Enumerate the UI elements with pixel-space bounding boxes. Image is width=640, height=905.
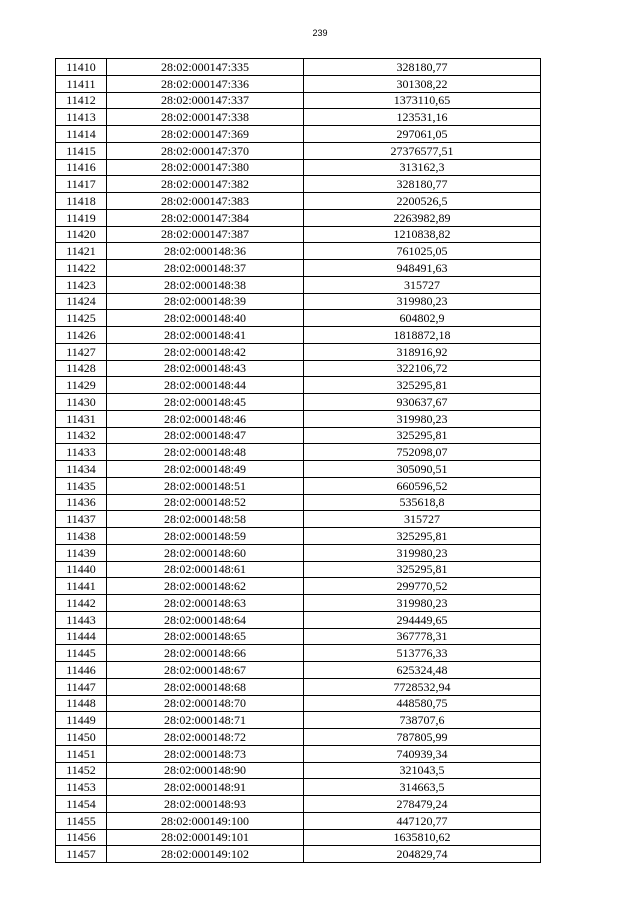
cadastral-number-cell: 28:02:000147:384 <box>107 209 304 226</box>
row-number-cell: 11416 <box>56 159 107 176</box>
value-cell: 297061,05 <box>304 126 541 143</box>
row-number-cell: 11412 <box>56 92 107 109</box>
value-cell: 315727 <box>304 511 541 528</box>
row-number-cell: 11444 <box>56 628 107 645</box>
value-cell: 318916,92 <box>304 343 541 360</box>
row-number-cell: 11454 <box>56 796 107 813</box>
row-number-cell: 11439 <box>56 544 107 561</box>
value-cell: 314663,5 <box>304 779 541 796</box>
table-row <box>56 511 541 528</box>
row-number-cell: 11446 <box>56 662 107 679</box>
table-row <box>56 109 541 126</box>
table-row <box>56 343 541 360</box>
value-cell: 930637,67 <box>304 394 541 411</box>
table-row <box>56 293 541 310</box>
value-cell: 123531,16 <box>304 109 541 126</box>
cadastral-number-cell: 28:02:000147:387 <box>107 226 304 243</box>
cadastral-number-cell: 28:02:000148:52 <box>107 494 304 511</box>
row-number-cell: 11420 <box>56 226 107 243</box>
table-row <box>56 745 541 762</box>
value-cell: 321043,5 <box>304 762 541 779</box>
row-number-cell: 11425 <box>56 310 107 327</box>
cadastral-number-cell: 28:02:000148:63 <box>107 595 304 612</box>
value-cell: 1373110,65 <box>304 92 541 109</box>
value-cell: 948491,63 <box>304 260 541 277</box>
row-number-cell: 11442 <box>56 595 107 612</box>
table-row <box>56 812 541 829</box>
value-cell: 319980,23 <box>304 293 541 310</box>
value-cell: 625324,48 <box>304 662 541 679</box>
row-number-cell: 11430 <box>56 394 107 411</box>
row-number-cell: 11424 <box>56 293 107 310</box>
table-row <box>56 645 541 662</box>
value-cell: 299770,52 <box>304 578 541 595</box>
row-number-cell: 11445 <box>56 645 107 662</box>
table-row <box>56 142 541 159</box>
table-row <box>56 260 541 277</box>
cadastral-number-cell: 28:02:000148:66 <box>107 645 304 662</box>
table-row <box>56 209 541 226</box>
value-cell: 2263982,89 <box>304 209 541 226</box>
row-number-cell: 11443 <box>56 611 107 628</box>
value-cell: 447120,77 <box>304 812 541 829</box>
table-row <box>56 176 541 193</box>
cadastral-number-cell: 28:02:000148:40 <box>107 310 304 327</box>
cadastral-number-cell: 28:02:000148:62 <box>107 578 304 595</box>
cadastral-number-cell: 28:02:000149:101 <box>107 829 304 846</box>
value-cell: 604802,9 <box>304 310 541 327</box>
table-row <box>56 410 541 427</box>
value-cell: 325295,81 <box>304 528 541 545</box>
row-number-cell: 11447 <box>56 678 107 695</box>
cadastral-number-cell: 28:02:000147:382 <box>107 176 304 193</box>
table-row <box>56 544 541 561</box>
row-number-cell: 11431 <box>56 410 107 427</box>
table-row <box>56 243 541 260</box>
cadastral-number-cell: 28:02:000148:93 <box>107 796 304 813</box>
cadastral-number-cell: 28:02:000149:100 <box>107 812 304 829</box>
cadastral-number-cell: 28:02:000148:45 <box>107 394 304 411</box>
table-row <box>56 377 541 394</box>
cadastral-number-cell: 28:02:000148:42 <box>107 343 304 360</box>
cadastral-number-cell: 28:02:000148:65 <box>107 628 304 645</box>
cadastral-number-cell: 28:02:000148:37 <box>107 260 304 277</box>
cadastral-number-cell: 28:02:000148:72 <box>107 729 304 746</box>
cadastral-number-cell: 28:02:000148:58 <box>107 511 304 528</box>
value-cell: 325295,81 <box>304 377 541 394</box>
table-row <box>56 92 541 109</box>
table-row <box>56 796 541 813</box>
row-number-cell: 11436 <box>56 494 107 511</box>
cadastral-number-cell: 28:02:000148:60 <box>107 544 304 561</box>
cadastral-number-cell: 28:02:000148:61 <box>107 561 304 578</box>
table-row <box>56 276 541 293</box>
row-number-cell: 11453 <box>56 779 107 796</box>
table-row <box>56 226 541 243</box>
value-cell: 325295,81 <box>304 427 541 444</box>
table-row <box>56 427 541 444</box>
cadastral-number-cell: 28:02:000147:337 <box>107 92 304 109</box>
cadastral-number-cell: 28:02:000148:43 <box>107 360 304 377</box>
row-number-cell: 11449 <box>56 712 107 729</box>
row-number-cell: 11451 <box>56 745 107 762</box>
cadastral-number-cell: 28:02:000147:380 <box>107 159 304 176</box>
value-cell: 315727 <box>304 276 541 293</box>
row-number-cell: 11435 <box>56 477 107 494</box>
table-row <box>56 678 541 695</box>
value-cell: 367778,31 <box>304 628 541 645</box>
cadastral-number-cell: 28:02:000148:48 <box>107 444 304 461</box>
cadastral-number-cell: 28:02:000147:383 <box>107 193 304 210</box>
value-cell: 319980,23 <box>304 544 541 561</box>
table-row <box>56 75 541 92</box>
value-cell: 448580,75 <box>304 695 541 712</box>
table-row <box>56 846 541 863</box>
value-cell: 305090,51 <box>304 461 541 478</box>
row-number-cell: 11415 <box>56 142 107 159</box>
cadastral-number-cell: 28:02:000147:335 <box>107 59 304 76</box>
row-number-cell: 11456 <box>56 829 107 846</box>
value-cell: 1818872,18 <box>304 327 541 344</box>
table-row <box>56 310 541 327</box>
table-row <box>56 611 541 628</box>
value-cell: 513776,33 <box>304 645 541 662</box>
value-cell: 1635810,62 <box>304 829 541 846</box>
cadastral-number-cell: 28:02:000148:70 <box>107 695 304 712</box>
table-row <box>56 662 541 679</box>
table-row <box>56 126 541 143</box>
table-row <box>56 461 541 478</box>
table-row <box>56 327 541 344</box>
cadastral-number-cell: 28:02:000148:49 <box>107 461 304 478</box>
row-number-cell: 11418 <box>56 193 107 210</box>
value-cell: 660596,52 <box>304 477 541 494</box>
cadastral-number-cell: 28:02:000147:336 <box>107 75 304 92</box>
row-number-cell: 11423 <box>56 276 107 293</box>
cadastral-number-cell: 28:02:000148:71 <box>107 712 304 729</box>
row-number-cell: 11411 <box>56 75 107 92</box>
value-cell: 325295,81 <box>304 561 541 578</box>
value-cell: 761025,05 <box>304 243 541 260</box>
row-number-cell: 11437 <box>56 511 107 528</box>
page-number: 239 <box>312 28 328 38</box>
cadastral-number-cell: 28:02:000148:44 <box>107 377 304 394</box>
cadastral-number-cell: 28:02:000148:47 <box>107 427 304 444</box>
value-cell: 1210838,82 <box>304 226 541 243</box>
cadastral-value-table <box>55 58 541 863</box>
row-number-cell: 11432 <box>56 427 107 444</box>
cadastral-number-cell: 28:02:000148:91 <box>107 779 304 796</box>
table-row <box>56 712 541 729</box>
value-cell: 740939,34 <box>304 745 541 762</box>
cadastral-number-cell: 28:02:000148:41 <box>107 327 304 344</box>
value-cell: 294449,65 <box>304 611 541 628</box>
cadastral-number-cell: 28:02:000148:38 <box>107 276 304 293</box>
cadastral-number-cell: 28:02:000148:39 <box>107 293 304 310</box>
row-number-cell: 11434 <box>56 461 107 478</box>
cadastral-number-cell: 28:02:000148:46 <box>107 410 304 427</box>
table-row <box>56 444 541 461</box>
cadastral-number-cell: 28:02:000148:73 <box>107 745 304 762</box>
value-cell: 322106,72 <box>304 360 541 377</box>
cadastral-number-cell: 28:02:000147:369 <box>107 126 304 143</box>
row-number-cell: 11452 <box>56 762 107 779</box>
value-cell: 535618,8 <box>304 494 541 511</box>
value-cell: 319980,23 <box>304 595 541 612</box>
cadastral-number-cell: 28:02:000148:68 <box>107 678 304 695</box>
table-row <box>56 360 541 377</box>
row-number-cell: 11455 <box>56 812 107 829</box>
table-row <box>56 578 541 595</box>
cadastral-number-cell: 28:02:000147:370 <box>107 142 304 159</box>
cadastral-number-cell: 28:02:000148:51 <box>107 477 304 494</box>
row-number-cell: 11422 <box>56 260 107 277</box>
row-number-cell: 11419 <box>56 209 107 226</box>
table-row <box>56 159 541 176</box>
value-cell: 787805,99 <box>304 729 541 746</box>
value-cell: 313162,3 <box>304 159 541 176</box>
value-cell: 204829,74 <box>304 846 541 863</box>
cadastral-number-cell: 28:02:000148:64 <box>107 611 304 628</box>
value-cell: 278479,24 <box>304 796 541 813</box>
table-row <box>56 494 541 511</box>
value-cell: 2200526,5 <box>304 193 541 210</box>
value-cell: 27376577,51 <box>304 142 541 159</box>
table-row <box>56 779 541 796</box>
value-cell: 738707,6 <box>304 712 541 729</box>
cadastral-number-cell: 28:02:000148:67 <box>107 662 304 679</box>
table-row <box>56 762 541 779</box>
table-row <box>56 729 541 746</box>
row-number-cell: 11450 <box>56 729 107 746</box>
table-row <box>56 628 541 645</box>
row-number-cell: 11457 <box>56 846 107 863</box>
row-number-cell: 11413 <box>56 109 107 126</box>
value-cell: 752098,07 <box>304 444 541 461</box>
value-cell: 328180,77 <box>304 59 541 76</box>
table-row <box>56 829 541 846</box>
table-body <box>56 59 541 863</box>
row-number-cell: 11429 <box>56 377 107 394</box>
value-cell: 7728532,94 <box>304 678 541 695</box>
table-row <box>56 595 541 612</box>
table-row <box>56 394 541 411</box>
row-number-cell: 11427 <box>56 343 107 360</box>
row-number-cell: 11414 <box>56 126 107 143</box>
row-number-cell: 11417 <box>56 176 107 193</box>
row-number-cell: 11438 <box>56 528 107 545</box>
value-cell: 301308,22 <box>304 75 541 92</box>
value-cell: 328180,77 <box>304 176 541 193</box>
row-number-cell: 11440 <box>56 561 107 578</box>
row-number-cell: 11426 <box>56 327 107 344</box>
cadastral-number-cell: 28:02:000148:59 <box>107 528 304 545</box>
table-row <box>56 193 541 210</box>
cadastral-number-cell: 28:02:000148:90 <box>107 762 304 779</box>
cadastral-number-cell: 28:02:000147:338 <box>107 109 304 126</box>
table-row <box>56 528 541 545</box>
row-number-cell: 11410 <box>56 59 107 76</box>
value-cell: 319980,23 <box>304 410 541 427</box>
table-row <box>56 695 541 712</box>
row-number-cell: 11441 <box>56 578 107 595</box>
row-number-cell: 11428 <box>56 360 107 377</box>
row-number-cell: 11421 <box>56 243 107 260</box>
cadastral-number-cell: 28:02:000149:102 <box>107 846 304 863</box>
table-row <box>56 561 541 578</box>
table-row <box>56 477 541 494</box>
cadastral-number-cell: 28:02:000148:36 <box>107 243 304 260</box>
row-number-cell: 11433 <box>56 444 107 461</box>
row-number-cell: 11448 <box>56 695 107 712</box>
table-row <box>56 59 541 76</box>
